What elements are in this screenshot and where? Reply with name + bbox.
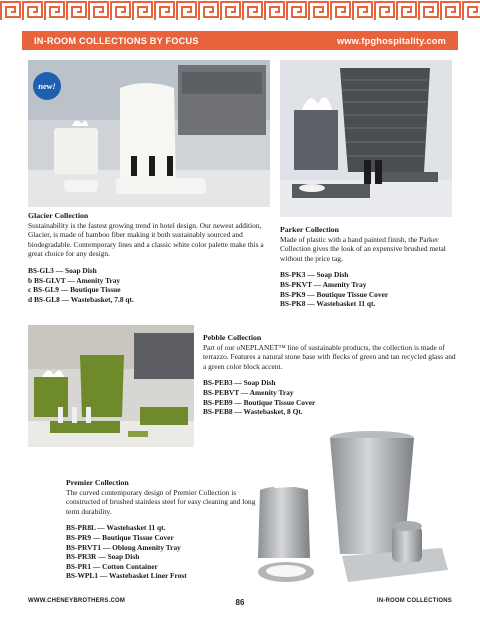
footer-right: IN-ROOM COLLECTIONS [376, 598, 452, 604]
list-item: BS-PK3 — Soap Dish [280, 270, 349, 280]
glacier-block [28, 211, 272, 304]
glacier-items [28, 266, 272, 304]
parker-block [280, 225, 456, 309]
parker-photo [280, 60, 452, 217]
footer-left[interactable]: WWW.CHENEYBROTHERS.COM [28, 598, 126, 604]
parker-items [280, 270, 456, 308]
page-number: 86 [235, 598, 245, 607]
glacier-description: Sustainability is the fastest growing trend in hotel design. Our newest addition, Glacier, is made of bamboo fiber making it both sustainably sourced and biodegradable. Contemporary lines and a classic white color palette make this a great choice for any design. [28, 220, 264, 259]
list-item: BS-PK9 — Boutique Tissue Cover [280, 289, 389, 299]
premier-description: The curved contemporary design of Premier Collection is constructed of brushed stainless steel for easy cleaning and long term durability. [66, 487, 256, 516]
premier-title: Premier Collection [66, 478, 129, 487]
parker-title: Parker Collection [280, 225, 339, 234]
list-item: BS-PKVT — Amenity Tray [280, 279, 367, 289]
pebble-block [203, 333, 458, 417]
premier-photo [252, 430, 458, 588]
glacier-title: Glacier Collection [28, 211, 89, 220]
list-item: d BS-GL8 — Wastebasket, 7.8 qt. [28, 294, 134, 304]
glacier-photo [28, 60, 270, 207]
greek-key-border [0, 0, 480, 22]
list-item: BS-PEB3 — Soap Dish [203, 378, 276, 388]
premier-items [66, 523, 256, 581]
list-item: BS-PEB8 — Wastebasket, 8 Qt. [203, 407, 303, 417]
list-item: BS-PR1 — Cotton Container [66, 561, 158, 571]
premier-block [66, 478, 256, 581]
website-link[interactable]: www.fpghospitality.com [336, 35, 446, 46]
list-item: BS-WPL1 — Wastebasket Liner Frost [66, 571, 187, 581]
list-item: BS-PK8 — Wastebasket 11 qt. [280, 299, 376, 309]
pebble-items [203, 378, 458, 416]
list-item: BS-PR3R — Soap Dish [66, 552, 140, 562]
list-item: BS-PR8L — Wastebasket 11 qt. [66, 523, 166, 533]
list-item: BS-PEB9 — Boutique Tissue Cover [203, 397, 316, 407]
section-title: IN-ROOM COLLECTIONS BY FOCUS [34, 35, 199, 46]
pebble-title: Pebble Collection [203, 333, 262, 342]
list-item: BS-GL3 — Soap Dish [28, 265, 97, 275]
header-banner [22, 31, 458, 50]
pebble-photo [28, 325, 194, 447]
list-item: c BS-GL9 — Boutique Tissue [28, 285, 121, 295]
list-item: BS-PR9 — Boutique Tissue Cover [66, 532, 174, 542]
pebble-description: Part of our oNEPLANET™ line of sustainable products, the collection is made of terrazzo. Features a natural stone base with flecks of green and tan recycled glass and a green color block accent. [203, 342, 456, 371]
parker-description: Made of plastic with a hand painted finish, the Parker Collection gives the look of an expensive brushed metal without the price tag. [280, 234, 446, 263]
list-item: BS-PEBVT — Amenity Tray [203, 387, 294, 397]
new-badge: new! [33, 72, 61, 100]
list-item: BS-PRVT1 — Oblong Amenity Tray [66, 542, 181, 552]
list-item: b BS-GLVT — Amenity Tray [28, 275, 121, 285]
